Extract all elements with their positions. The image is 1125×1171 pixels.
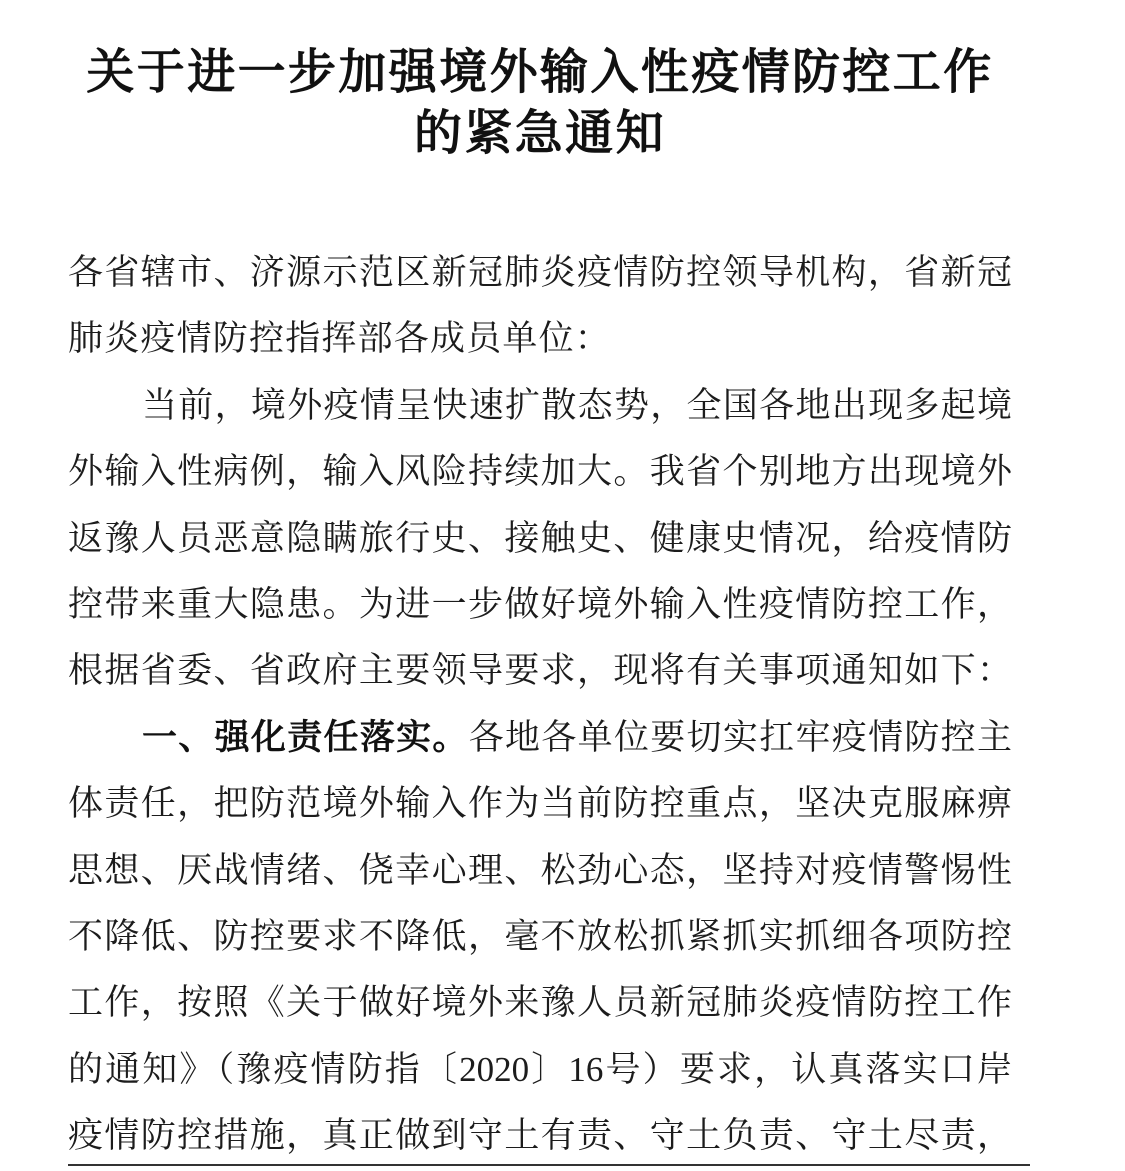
paragraph-1-line-5: 根据省委、省政府主要领导要求，现将有关事项通知如下：: [68, 651, 1012, 691]
document-body: [68, 240, 1012, 1169]
section-1-line-1: [68, 705, 1012, 771]
section-1-line-4: 不降低、防控要求不降低，毫不放松抓紧抓实抓细各项防控: [68, 916, 1012, 956]
section-1-line-3: 思想、厌战情绪、侥幸心理、松劲心态，坚持对疫情警惕性: [68, 850, 1012, 890]
section-1-line-2: 体责任，把防范境外输入作为当前防控重点，坚决克服麻痹: [68, 784, 1012, 824]
title-line-1: 关于进一步加强境外输入性疫情防控工作: [86, 46, 994, 99]
paragraph-1-line-4: 控带来重大隐患。为进一步做好境外输入性疫情防控工作，: [68, 584, 1012, 624]
paragraph-1-line-2: 外输入性病例，输入风险持续加大。我省个别地方出现境外: [68, 452, 1012, 492]
footer-divider: [68, 1164, 1030, 1166]
paragraph-1-line-3: 返豫人员恶意隐瞒旅行史、接触史、健康史情况，给疫情防: [68, 518, 1012, 558]
section-1-first-line-text: 各地各单位要切实扛牢疫情防控主: [468, 717, 1012, 757]
document-title: [68, 42, 1012, 164]
paragraph-1-line-1: 当前，境外疫情呈快速扩散态势，全国各地出现多起境: [142, 385, 1012, 425]
section-1-line-5: 工作，按照《关于做好境外来豫人员新冠肺炎疫情防控工作: [68, 983, 1012, 1023]
salutation-line-1: 各省辖市、济源示范区新冠肺炎疫情防控领导机构，省新冠: [68, 253, 1012, 292]
section-1-heading: 一、强化责任落实。: [142, 717, 469, 757]
title-line-2: 的紧急通知: [413, 107, 666, 160]
section-1-line-7: 疫情防控措施，真正做到守土有责、守土负责、守土尽责，: [68, 1116, 1012, 1156]
section-1-line-6: 的通知》（豫疫情防指〔2020〕16号）要求，认真落实口岸: [68, 1049, 1012, 1089]
salutation-line-2: 肺炎疫情防控指挥部各成员单位：: [68, 319, 612, 359]
